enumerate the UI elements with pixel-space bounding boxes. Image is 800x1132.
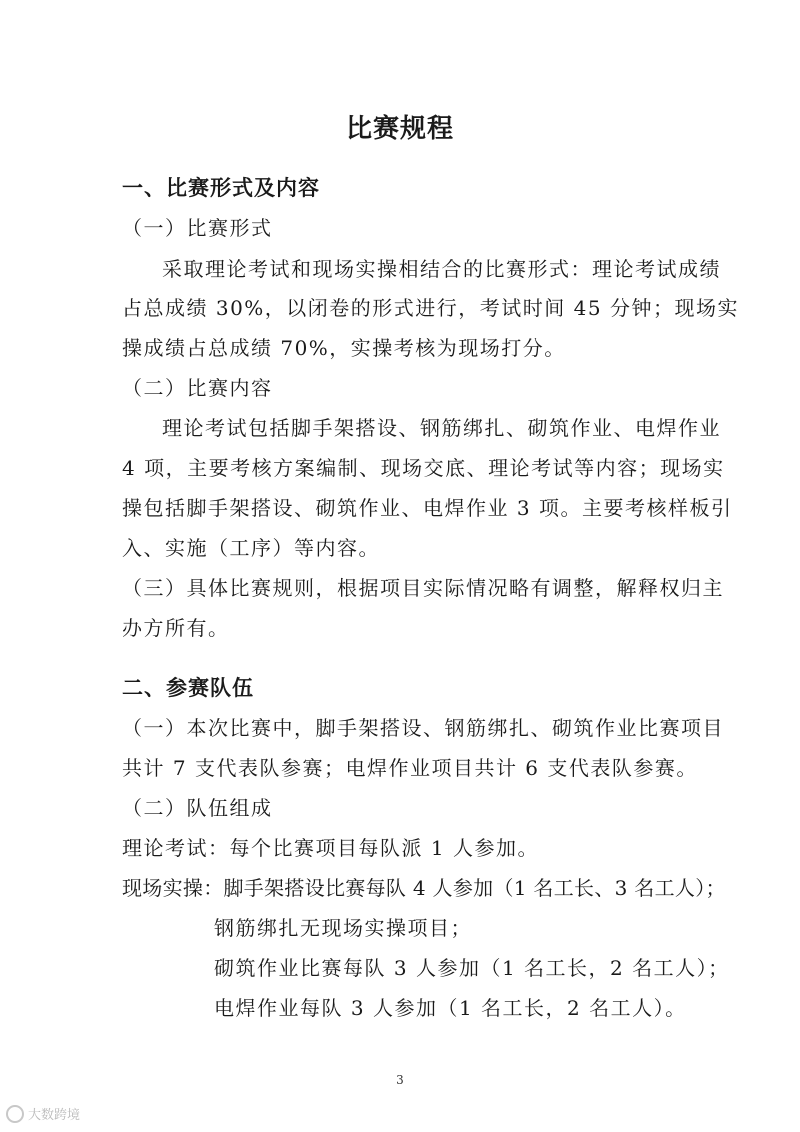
page-title: 比赛规程 — [345, 114, 454, 144]
paragraph-line: 操包括脚手架搭设、砌筑作业、电焊作业 3 项。主要考核样板引 — [122, 496, 733, 520]
watermark-text: 大数跨境 — [28, 1108, 81, 1123]
subheading-team-composition: （二）队伍组成 — [122, 796, 273, 820]
subheading-content: （二）比赛内容 — [122, 376, 273, 400]
paragraph-line: 操成绩占总成绩 70%，实操考核为现场打分。 — [122, 336, 566, 360]
theory-exam-line: 理论考试：每个比赛项目每队派 1 人参加。 — [122, 836, 539, 860]
watermark-logo-icon — [6, 1105, 24, 1123]
paragraph-line: 入、实施（工序）等内容。 — [122, 536, 380, 560]
practice-line: 钢筋绑扎无现场实操项目； — [214, 916, 472, 940]
practice-line: 电焊作业每队 3 人参加（1 名工长，2 名工人）。 — [214, 996, 687, 1020]
practice-line: 砌筑作业比赛每队 3 人参加（1 名工长，2 名工人）； — [214, 956, 730, 980]
watermark — [6, 1104, 80, 1123]
section-heading-format-content: 一、比赛形式及内容 — [122, 176, 320, 200]
paragraph-line: 共计 7 支代表队参赛；电焊作业项目共计 6 支代表队参赛。 — [122, 756, 698, 780]
paragraph-line: 占总成绩 30%，以闭卷的形式进行，考试时间 45 分钟；现场实 — [122, 296, 739, 320]
paragraph-line: （三）具体比赛规则，根据项目实际情况略有调整，解释权归主 — [122, 576, 724, 600]
paragraph-line: （一）本次比赛中，脚手架搭设、钢筋绑扎、砌筑作业比赛项目 — [122, 716, 724, 740]
page-number: 3 — [396, 1073, 404, 1087]
subheading-format: （一）比赛形式 — [122, 216, 273, 240]
practice-line: 现场实操：脚手架搭设比赛每队 4 人参加（1 名工长、3 名工人）； — [122, 876, 726, 900]
paragraph-line: 理论考试包括脚手架搭设、钢筋绑扎、砌筑作业、电焊作业 — [162, 416, 721, 440]
paragraph-line: 采取理论考试和现场实操相结合的比赛形式：理论考试成绩 — [162, 257, 721, 281]
paragraph-line: 办方所有。 — [122, 616, 230, 640]
section-heading-teams: 二、参赛队伍 — [122, 676, 254, 700]
paragraph-line: 4 项，主要考核方案编制、现场交底、理论考试等内容；现场实 — [122, 456, 725, 480]
